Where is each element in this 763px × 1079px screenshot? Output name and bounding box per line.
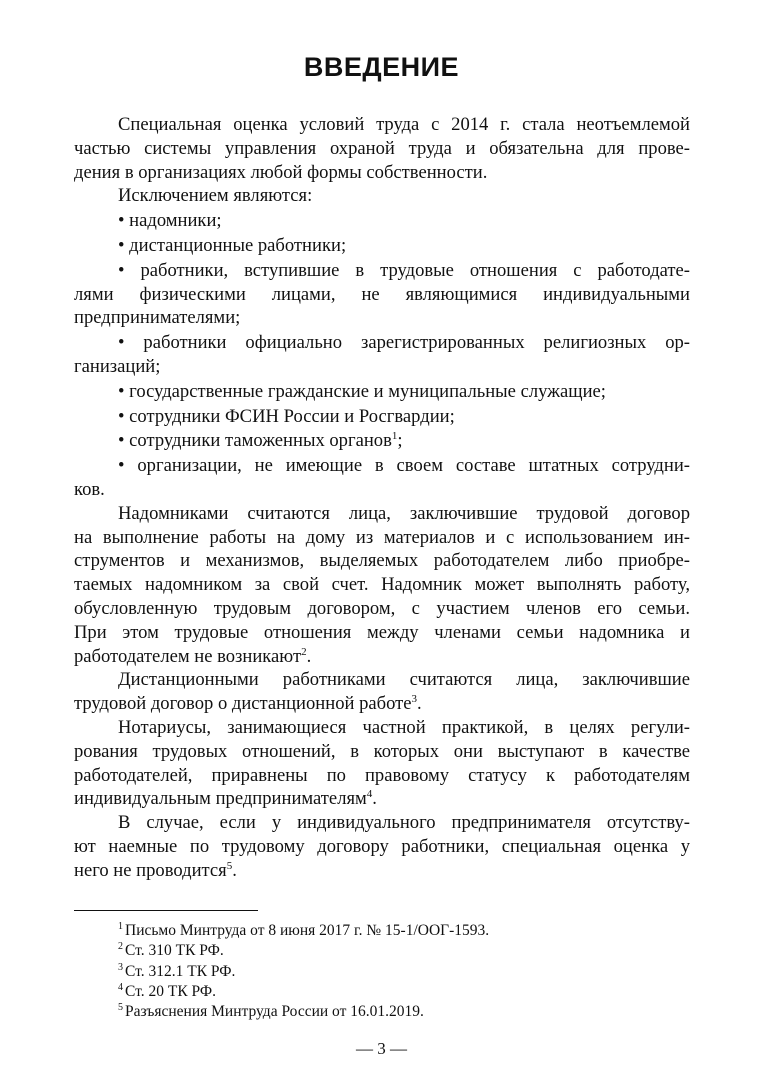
text-line	[74, 429, 690, 453]
footnote-text: Разъяснения Минтруда России от 16.01.2019.	[125, 1003, 424, 1021]
text-line	[74, 692, 690, 716]
list-item	[74, 405, 690, 429]
body-text	[74, 113, 690, 883]
footnote-ref: 3	[411, 693, 418, 706]
footnote-ref: 5	[226, 859, 233, 872]
text-line: • дистанционные работники;	[118, 234, 347, 256]
text-line: • работники, вступившие в трудовые отношения с работодате-	[118, 259, 690, 281]
footnote-separator	[74, 910, 258, 911]
paragraph	[74, 811, 690, 882]
footnote-ref: 1	[391, 430, 398, 443]
text-line: на выполнение работы на дому из материалов и с использованием ин-	[74, 526, 690, 548]
text-line	[74, 645, 690, 669]
line-text: индивидуальным предпринимателям	[74, 788, 367, 810]
paragraph	[74, 113, 690, 184]
line-tail: .	[306, 645, 312, 667]
page-number: — 3 —	[356, 1039, 407, 1058]
paragraph	[74, 502, 690, 669]
text-line: ют наемные по трудовому договору работники, специальная оценка у	[74, 835, 690, 857]
text-line: Надомниками считаются лица, заключившие трудовой договор	[118, 502, 690, 524]
text-line: • государственные гражданские и муниципальные служащие;	[118, 380, 606, 402]
footnote-text: Ст. 20 ТК РФ.	[125, 982, 217, 1000]
text-line: Нотариусы, занимающиеся частной практикой, в целях регули-	[118, 716, 690, 738]
footnote	[118, 962, 489, 982]
line-text: • сотрудники таможенных органов	[118, 430, 392, 452]
paragraph	[74, 716, 690, 811]
text-line: При этом трудовые отношения между членами семьи надомника и	[74, 621, 690, 643]
text-line: • сотрудники ФСИН России и Росгвардии;	[118, 405, 455, 427]
list-item	[74, 380, 690, 404]
footnote-number: 5	[118, 1002, 123, 1014]
list-item	[74, 259, 690, 330]
text-line: лями физическими лицами, не являющимися индивидуальными	[74, 283, 690, 305]
line-text: него не проводится	[74, 859, 227, 881]
footnote-text: Письмо Минтруда от 8 июня 2017 г. № 15-1/ООГ-1593.	[125, 922, 490, 939]
footnote-number: 2	[118, 941, 123, 953]
text-line: В случае, если у индивидуального предпринимателя отсутству-	[118, 812, 690, 834]
footnote	[118, 982, 489, 1002]
footnote	[118, 941, 489, 961]
footnote-ref: 4	[366, 788, 373, 801]
text-line	[74, 859, 690, 883]
text-line: Дистанционными работниками считаются лица, заключившие	[118, 669, 690, 691]
text-line: Исключением являются:	[118, 185, 313, 207]
footnote-number: 3	[118, 961, 123, 973]
text-line: дения в организациях любой формы собственности.	[74, 161, 488, 183]
text-line: работодателей, приравнены по правовому статусу к работодателям	[74, 764, 690, 786]
footnote-text: Ст. 312.1 ТК РФ.	[125, 962, 236, 980]
text-line: рования трудовых отношений, в которых они выступают в качестве	[74, 740, 690, 762]
text-line: обусловленную трудовым договором, с участием членов его семьи.	[74, 597, 690, 619]
text-line: струментов и механизмов, выделяемых работодателем либо приобре-	[74, 550, 690, 572]
list-item	[74, 454, 690, 502]
line-tail: ;	[397, 430, 403, 452]
footnote-number: 1	[118, 921, 123, 932]
list-item	[74, 209, 690, 233]
footnote-text: Ст. 310 ТК РФ.	[125, 942, 224, 960]
list-item	[74, 429, 690, 453]
paragraph	[74, 668, 690, 716]
list-item	[74, 331, 690, 379]
list-item	[74, 234, 690, 258]
text-line	[74, 787, 690, 811]
footnote	[118, 921, 489, 941]
footnotes	[118, 921, 489, 1022]
footnote-ref: 2	[301, 645, 307, 658]
line-tail: .	[232, 859, 237, 881]
text-line: предпринимателями;	[74, 307, 241, 329]
text-line: частью системы управления охраной труда и обязательна для прове-	[74, 137, 690, 159]
text-line: • надомники;	[118, 210, 222, 232]
text-line: Специальная оценка условий труда с 2014 г. стала неотъемлемой	[118, 114, 690, 135]
text-line: • организации, не имеющие в своем составе штатных сотрудни-	[118, 455, 690, 477]
text-line: таемых надомником за свой счет. Надомник может выполнять работу,	[74, 574, 690, 596]
line-text: работодателем не возникают	[74, 645, 302, 667]
text-line: ков.	[74, 478, 105, 500]
line-tail: .	[372, 788, 377, 810]
paragraph	[74, 184, 690, 208]
text-line: • работники официально зарегистрированных религиозных ор-	[118, 332, 690, 354]
line-tail: .	[417, 693, 422, 715]
footnote-number: 4	[118, 981, 123, 993]
text-line: ганизаций;	[74, 355, 161, 377]
footnote	[118, 1002, 489, 1022]
page-title: ВВЕДЕНИЕ	[303, 52, 460, 82]
line-text: трудовой договор о дистанционной работе	[74, 693, 412, 715]
